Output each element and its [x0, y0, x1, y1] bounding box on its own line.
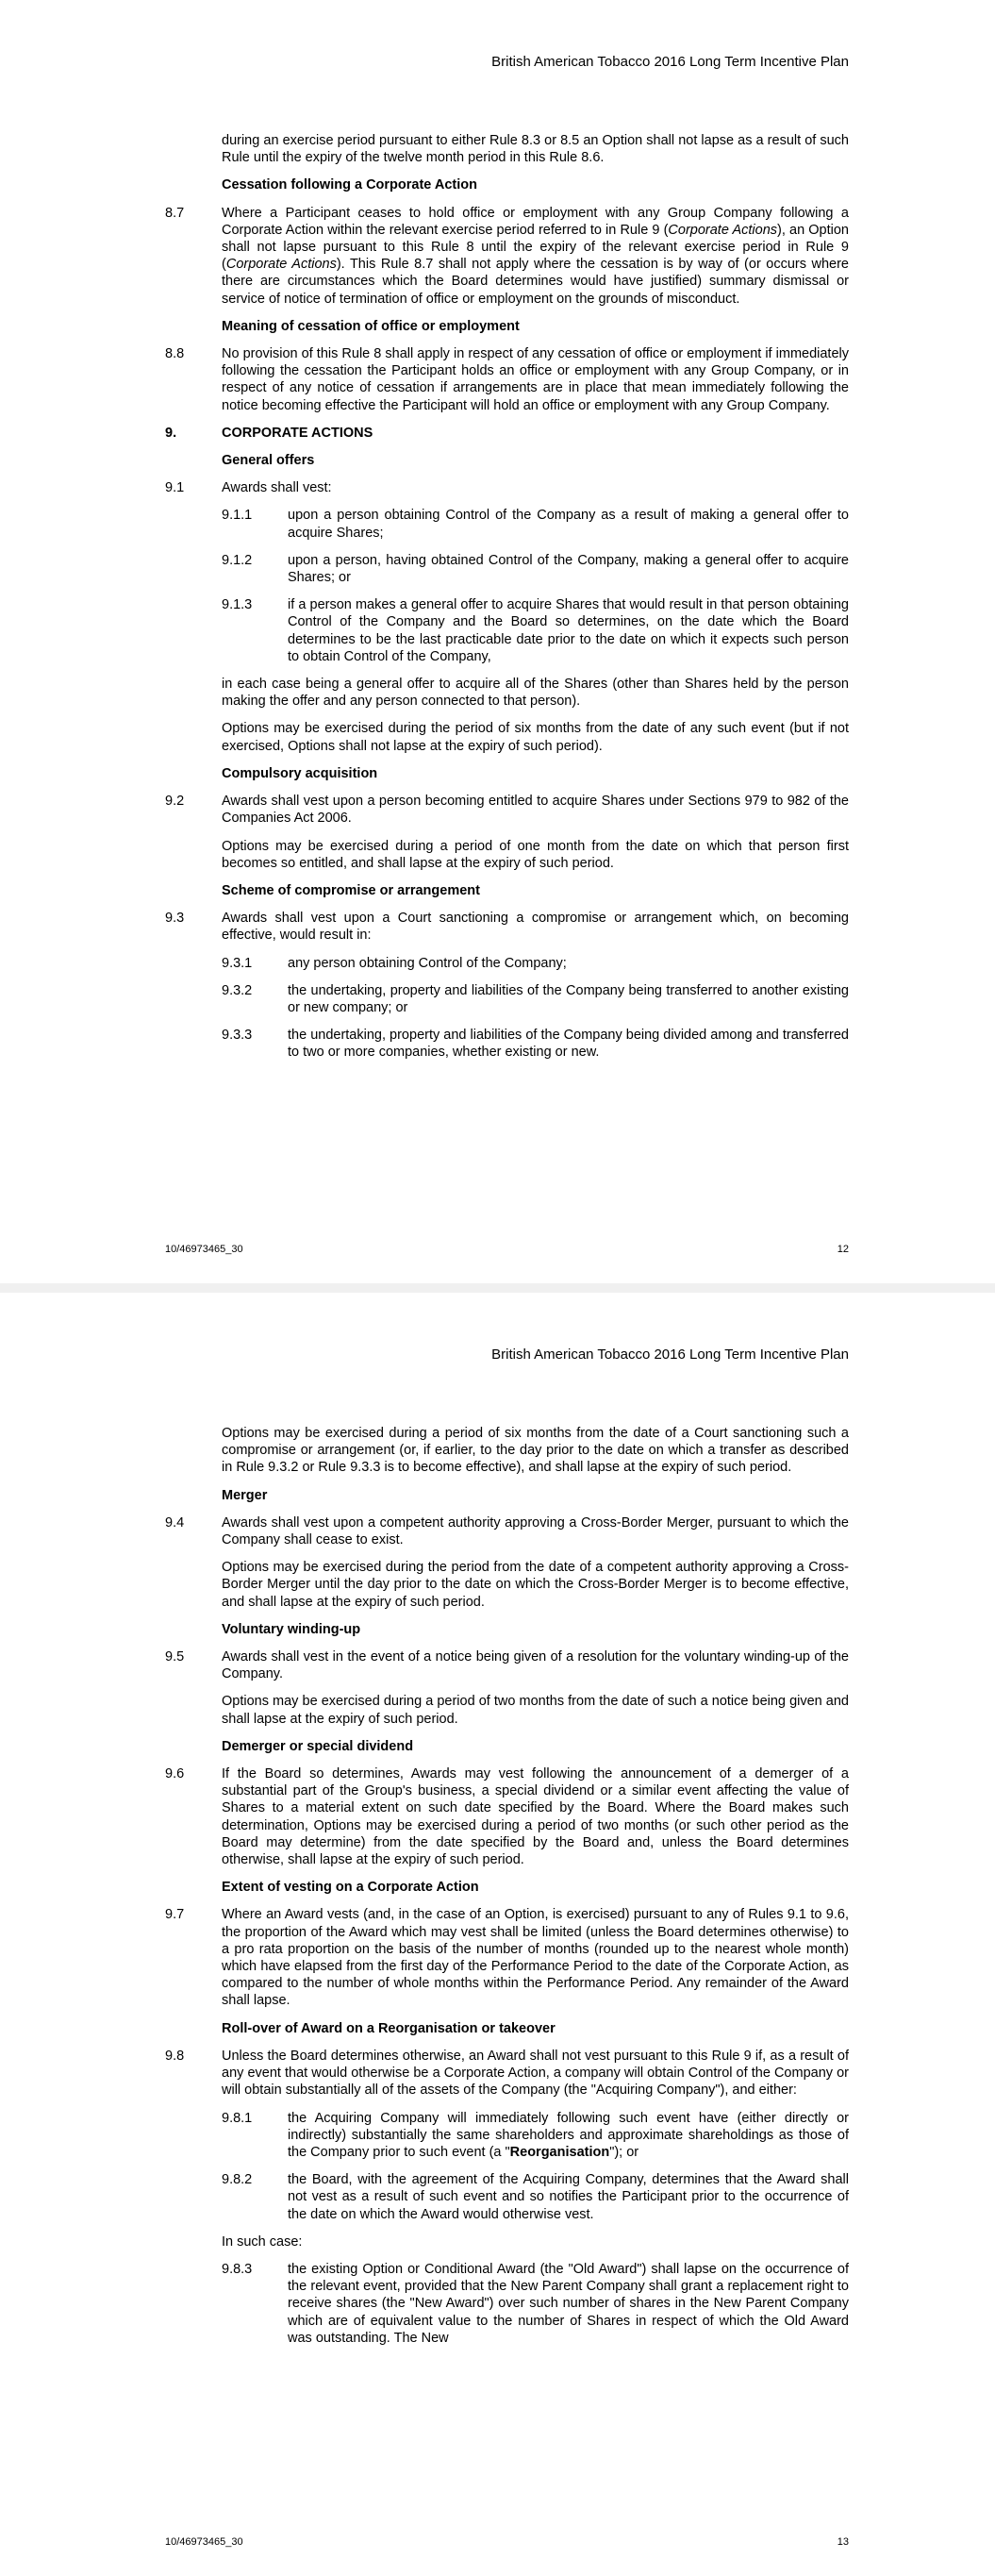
- rule-number: 9.8: [165, 2048, 185, 2064]
- footer-document-id: 10/46973465_30: [165, 2536, 243, 2548]
- heading-roll-over: Roll-over of Award on a Reorganisation or takeover: [222, 2020, 556, 2036]
- paragraph-intro: during an exercise period pursuant to either Rule 8.3 or 8.5 an Option shall not lapse as a result of such Rule until the expiry of the twelve month period in this Rule 8.6.: [222, 133, 849, 166]
- rule-9-5: [165, 1648, 849, 1682]
- rule-text: upon a person, having obtained Control of the Company, making a general offer to acquire Shares; or: [288, 552, 849, 586]
- heading-scheme: Scheme of compromise or arrangement: [222, 882, 480, 898]
- rule-text: the Board, with the agreement of the Acquiring Company, determines that the Award shall not vest as a result of such event and so notifies the Participant prior to the occurrence of the date on which the Award would otherwise vest.: [288, 2172, 849, 2222]
- rule-number: 9.5: [165, 1649, 185, 1665]
- rule-number: 9.4: [165, 1514, 185, 1531]
- rule-text: Unless the Board determines otherwise, an Award shall not vest pursuant to this Rule 9 if, as a result of any event that would otherwise be a Corporate Action, a company will obtain Control of the Company or will obtain substantially all of the assets of the Company (the "Acquiring Company"), and either:: [222, 2048, 849, 2099]
- rule-9-8-3: [222, 2261, 849, 2347]
- rule-text: Awards shall vest upon a competent authority approving a Cross-Border Merger, pursuant to which the Company shall cease to exist.: [222, 1514, 849, 1548]
- rule-number: 9.3.2: [222, 982, 253, 998]
- rule-9-8-2: [222, 2171, 849, 2223]
- rule-text: the undertaking, property and liabilities of the Company being transferred to another existing or new company; or: [288, 982, 849, 1015]
- rule-text: if a person makes a general offer to acquire Shares that would result in that person obtaining Control of the Company and the Board so determines, on the date which the Board determines to be the last practicable date prior to the date on which it expects such person to obtain Control of the Company,: [288, 597, 849, 664]
- page-header: British American Tobacco 2016 Long Term Incentive Plan: [491, 1347, 849, 1363]
- rule-number: 9.7: [165, 1907, 185, 1923]
- rule-text: Where a Participant ceases to hold office or employment with any Group Company following a Corporate Action within the relevant exercise period referred to in Rule 9 (Corporate Actions), an Option shall not lapse pursuant to this Rule 8 until the expiry of the relevant exercise period in Rule 9 (Corporate Actions). This Rule 8.7 shall not apply where the cessation is by way of (or occurs where there are circumstances which the Board determines would have justified) summary dismissal or service of notice of termination of office or employment on the grounds of misconduct.: [222, 205, 849, 307]
- rule-number: 8.7: [165, 205, 185, 221]
- rule-number: 9.8.2: [222, 2172, 253, 2188]
- paragraph: Options may be exercised during the period from the date of a competent authority approving a Cross-Border Merger until the day prior to the date on which the Cross-Border Merger is to become effective, and shall lapse at the expiry of such period.: [222, 1560, 849, 1610]
- document-page-13: [0, 1293, 995, 2576]
- rule-9-3-2: [222, 982, 849, 1016]
- paragraph: In such case:: [222, 2233, 303, 2250]
- rule-text: the existing Option or Conditional Award (the "Old Award") shall lapse on the occurrence of the relevant event, provided that the New Parent Company shall grant a replacement right to receive shares (the "New Award") over such number of shares in the New Parent Company which are of equivalent value to the number of Shares in respect of which the Old Award was outstanding. The New: [288, 2261, 849, 2346]
- paragraph: Options may be exercised during the period of six months from the date of any such event (but if not exercised, Options shall not lapse at the expiry of such period).: [222, 721, 849, 754]
- paragraph: Options may be exercised during a period of one month from the date on which that person first becomes so entitled, and shall lapse at the expiry of such period.: [222, 838, 849, 871]
- footer-document-id: 10/46973465_30: [165, 1244, 243, 1255]
- rule-9-1-1: [222, 507, 849, 541]
- page-body: [165, 132, 849, 1072]
- rule-number: 9.3.3: [222, 1028, 253, 1044]
- paragraph: in each case being a general offer to acquire all of the Shares (other than Shares held by the person making the offer and any person connected to that person).: [222, 677, 849, 710]
- rule-9-1-2: [222, 552, 849, 586]
- rule-9-6: [165, 1765, 849, 1868]
- rule-8-7: [165, 205, 849, 308]
- rule-9-8-1: [222, 2110, 849, 2162]
- rule-text: Where an Award vests (and, in the case of an Option, is exercised) pursuant to any of Rules 9.1 to 9.6, the proportion of the Award which may vest shall be limited (unless the Board determines otherwise) to a pro rata proportion on the basis of the number of months (rounded up to the nearest whole month) which have elapsed from the first day of the Performance Period to the date of the Corporate Action, as compared to the number of whole months within the Performance Period. Any remainder of the Award shall lapse.: [222, 1907, 849, 2009]
- rule-number: 9.2: [165, 794, 185, 810]
- heading-cessation: Cessation following a Corporate Action: [222, 177, 477, 193]
- document-page-12: [0, 0, 995, 1283]
- rule-text: upon a person obtaining Control of the Company as a result of making a general offer to acquire Shares;: [288, 508, 849, 541]
- rule-text: If the Board so determines, Awards may vest following the announcement of a demerger of a substantial part of the Group's business, a special dividend or a similar event affecting the value of Shares to a material extent on such date specified by the Board. Where the Board makes such determination, Options may be exercised during a period of two months (or such other period as the Board may determine) from the date specified by the Board and, unless the Board determines otherwise, shall lapse at the expiry of such period.: [222, 1766, 849, 1868]
- heading-compulsory: Compulsory acquisition: [222, 765, 378, 781]
- heading-winding-up: Voluntary winding-up: [222, 1621, 361, 1637]
- rule-text: Awards shall vest upon a person becoming entitled to acquire Shares under Sections 979 to 982 of the Companies Act 2006.: [222, 794, 849, 827]
- footer-page-number: 13: [837, 2536, 849, 2548]
- rule-8-8: [165, 345, 849, 414]
- rule-text: the undertaking, property and liabilities of the Company being divided among and transferred to two or more companies, whether existing or new.: [288, 1028, 849, 1061]
- rule-text: any person obtaining Control of the Company;: [288, 955, 567, 971]
- rule-text: Awards shall vest upon a Court sanctioning a compromise or arrangement which, on becoming effective, would result in:: [222, 911, 849, 944]
- rule-text: Awards shall vest:: [222, 480, 332, 496]
- rule-9-8: [165, 2048, 849, 2099]
- rule-9-2: [165, 793, 849, 827]
- heading-general-offers: General offers: [222, 453, 315, 469]
- section-title: CORPORATE ACTIONS: [222, 425, 373, 441]
- rule-number: 9.3.1: [222, 955, 253, 971]
- paragraph: Options may be exercised during a period of two months from the date of such a notice being given and shall lapse at the expiry of such period.: [222, 1694, 849, 1727]
- page-body: [165, 1425, 849, 2357]
- rule-text: Awards shall vest in the event of a notice being given of a resolution for the voluntary winding-up of the Company.: [222, 1649, 849, 1682]
- rule-number: 9.3: [165, 911, 185, 927]
- rule-9-3-3: [222, 1027, 849, 1061]
- heading-meaning: Meaning of cessation of office or employment: [222, 318, 520, 334]
- page-header: British American Tobacco 2016 Long Term Incentive Plan: [491, 54, 849, 70]
- rule-9-3: [165, 910, 849, 944]
- rule-text: No provision of this Rule 8 shall apply in respect of any cessation of office or employment if immediately following the cessation the Participant holds an office or employment with any Group Company, or in respect of any notice of cessation if arrangements are in place that mean immediately following the notice becoming effective the Participant will hold an office or employment with any Group Company.: [222, 346, 849, 413]
- heading-demerger: Demerger or special dividend: [222, 1738, 414, 1754]
- footer-page-number: 12: [837, 1244, 849, 1255]
- heading-extent-of-vesting: Extent of vesting on a Corporate Action: [222, 1880, 479, 1896]
- paragraph-intro: Options may be exercised during a period of six months from the date of a Court sanctioning such a compromise or arrangement (or, if earlier, to the day prior to the date on which a transfer as described in Rule 9.3.2 or Rule 9.3.3 is to become effective), and shall lapse at the expiry of such period.: [222, 1426, 849, 1476]
- rule-number: 9.8.1: [222, 2110, 253, 2126]
- rule-number: 9.1: [165, 480, 185, 496]
- rule-number: 9.6: [165, 1766, 185, 1782]
- rule-9-4: [165, 1514, 849, 1548]
- rule-number: 9.1.2: [222, 552, 253, 568]
- rule-number: 9.1.1: [222, 508, 253, 524]
- rule-9-7: [165, 1906, 849, 2009]
- rule-9-1: [165, 479, 849, 496]
- rule-9-3-1: [222, 955, 849, 972]
- rule-number: 9.8.3: [222, 2261, 253, 2277]
- section-number: 9.: [165, 425, 177, 441]
- rule-number: 8.8: [165, 346, 185, 362]
- heading-merger: Merger: [222, 1487, 268, 1503]
- rule-text: the Acquiring Company will immediately following such event have (either directly or indirectly) substantially the same shareholders and approximate shareholdings as those of the Company prior to such event (a "Reorganisation"); or: [288, 2110, 849, 2160]
- section-9-heading: [165, 425, 849, 442]
- rule-9-1-3: [222, 596, 849, 665]
- rule-number: 9.1.3: [222, 597, 253, 613]
